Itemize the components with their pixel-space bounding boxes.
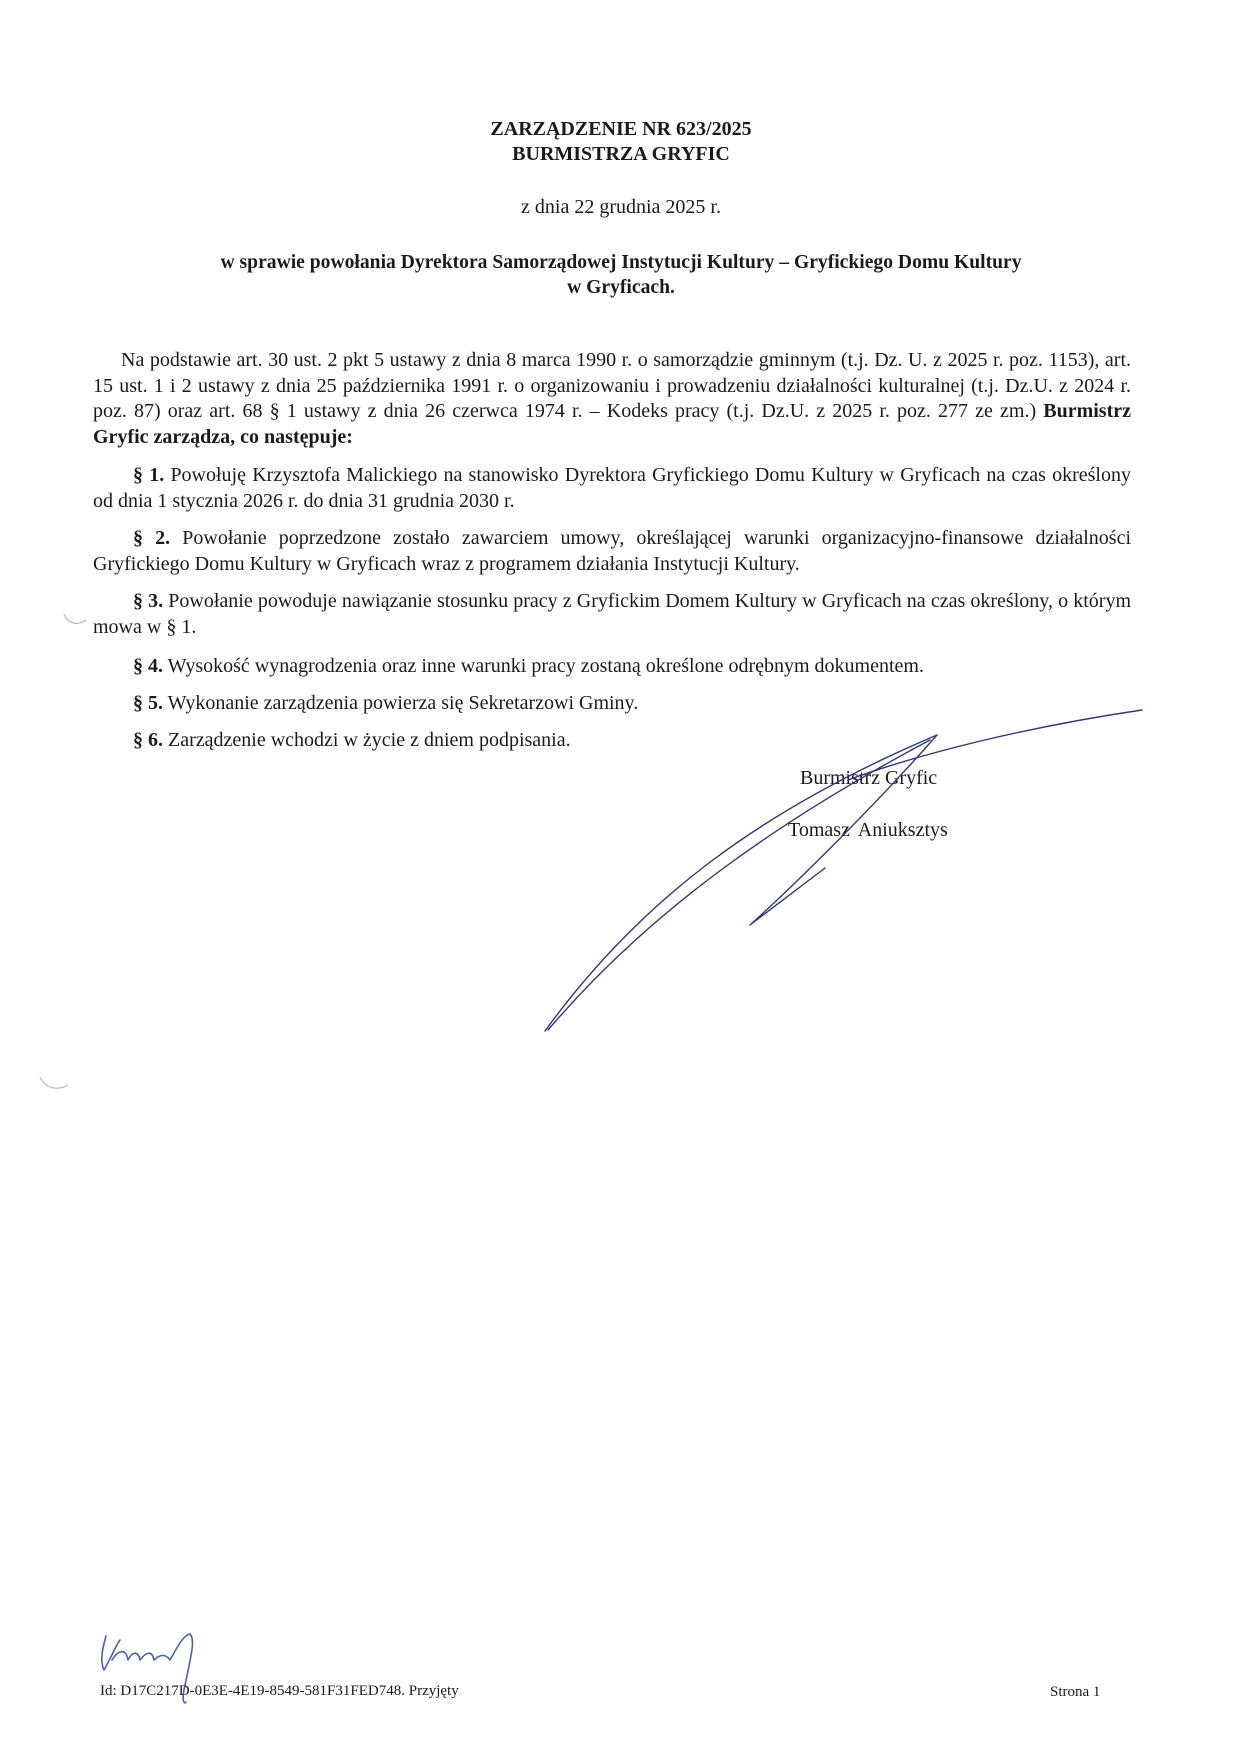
paragraph-number: § 6.: [133, 729, 163, 751]
paragraph-number: § 2.: [133, 527, 171, 549]
initials-stroke: [102, 1636, 120, 1670]
paragraph-number: § 5.: [133, 692, 163, 714]
subject-line-1: w sprawie powołania Dyrektora Samorządowej Instytucji Kultury – Gryfickiego Domu Kultury: [220, 251, 1022, 273]
page-number: Strona 1: [1050, 1684, 1101, 1700]
document-title: ZARZĄDZENIE NR 623/2025: [490, 118, 752, 140]
legal-basis-text: Na podstawie art. 30 ust. 2 pkt 5 ustawy z dnia 8 marca 1990 r. o samorządzie gminnym (t.j. Dz. U. z 2025 r. poz. 1153), art. 15 ust. 1 i 2 ustawy z dnia 25 października 1991 r. o organizowaniu i prowadzeniu działalności kulturalnej (t.j. Dz.U. z 2024 r. poz. 87) oraz art. 68 § 1 ustawy z dnia 26 czerwca 1974 r. – Kodeks pracy (t.j. Dz.U. z 2025 r. poz. 277 ze zm.): [93, 349, 1131, 422]
document-date: z dnia 22 grudnia 2025 r.: [521, 196, 721, 218]
paragraph-text: Powołanie poprzedzone zostało zawarciem umowy, określającej warunki organizacyjno-finansowe działalności Gryfickiego Domu Kultury w Gryficach wraz z programem działania Instytucji Kultury.: [93, 527, 1132, 575]
paragraph-text: Powołuję Krzysztofa Malickiego na stanowisko Dyrektora Gryfickiego Domu Kultury w Gryficach na czas określony od dnia 1 stycznia 2026 r. do dnia 31 grudnia 2030 r.: [93, 464, 1131, 512]
paragraph-text: Powołanie powoduje nawiązanie stosunku pracy z Gryfickim Domem Kultury w Gryficach na czas określony, o którym mowa w § 1.: [93, 590, 1131, 638]
paragraph-3: [93, 589, 1131, 640]
paragraph-text: Wysokość wynagrodzenia oraz inne warunki pracy zostaną określone odrębnym dokumentem.: [167, 655, 924, 677]
subject-line-2: w Gryficach.: [567, 276, 675, 298]
paragraph-5: [93, 691, 1131, 717]
legal-basis: [93, 348, 1131, 450]
paragraph-number: § 4.: [133, 655, 163, 677]
initials-stroke: [112, 1652, 170, 1660]
punch-hole-mark-icon: [36, 1075, 76, 1100]
paragraph-text: Wykonanie zarządzenia powierza się Sekretarzowi Gminy.: [167, 692, 639, 714]
paragraph-number: § 3.: [133, 590, 164, 612]
signatory-name: Tomasz Aniuksztys: [788, 819, 948, 841]
legal-basis-decree: Burmistrz Gryfic zarządza, co następuje:: [93, 400, 1132, 448]
document-id: Id: D17C217D-0E3E-4E19-8549-581F31FED748. Przyjęty: [100, 1683, 459, 1699]
paragraph-text: Zarządzenie wchodzi w życie z dniem podpisania.: [168, 729, 571, 751]
paragraph-1: [93, 463, 1131, 514]
document-issuer: BURMISTRZA GRYFIC: [512, 143, 730, 165]
paragraph-6: [93, 728, 1131, 754]
paragraph-2: [93, 526, 1131, 577]
paragraph-4: [93, 654, 1131, 680]
signatory-role: Burmistrz Gryfic: [800, 767, 938, 789]
paragraph-number: § 1.: [133, 464, 165, 486]
document-subject: [159, 250, 1082, 300]
punch-hole-mark-icon: [60, 610, 90, 635]
